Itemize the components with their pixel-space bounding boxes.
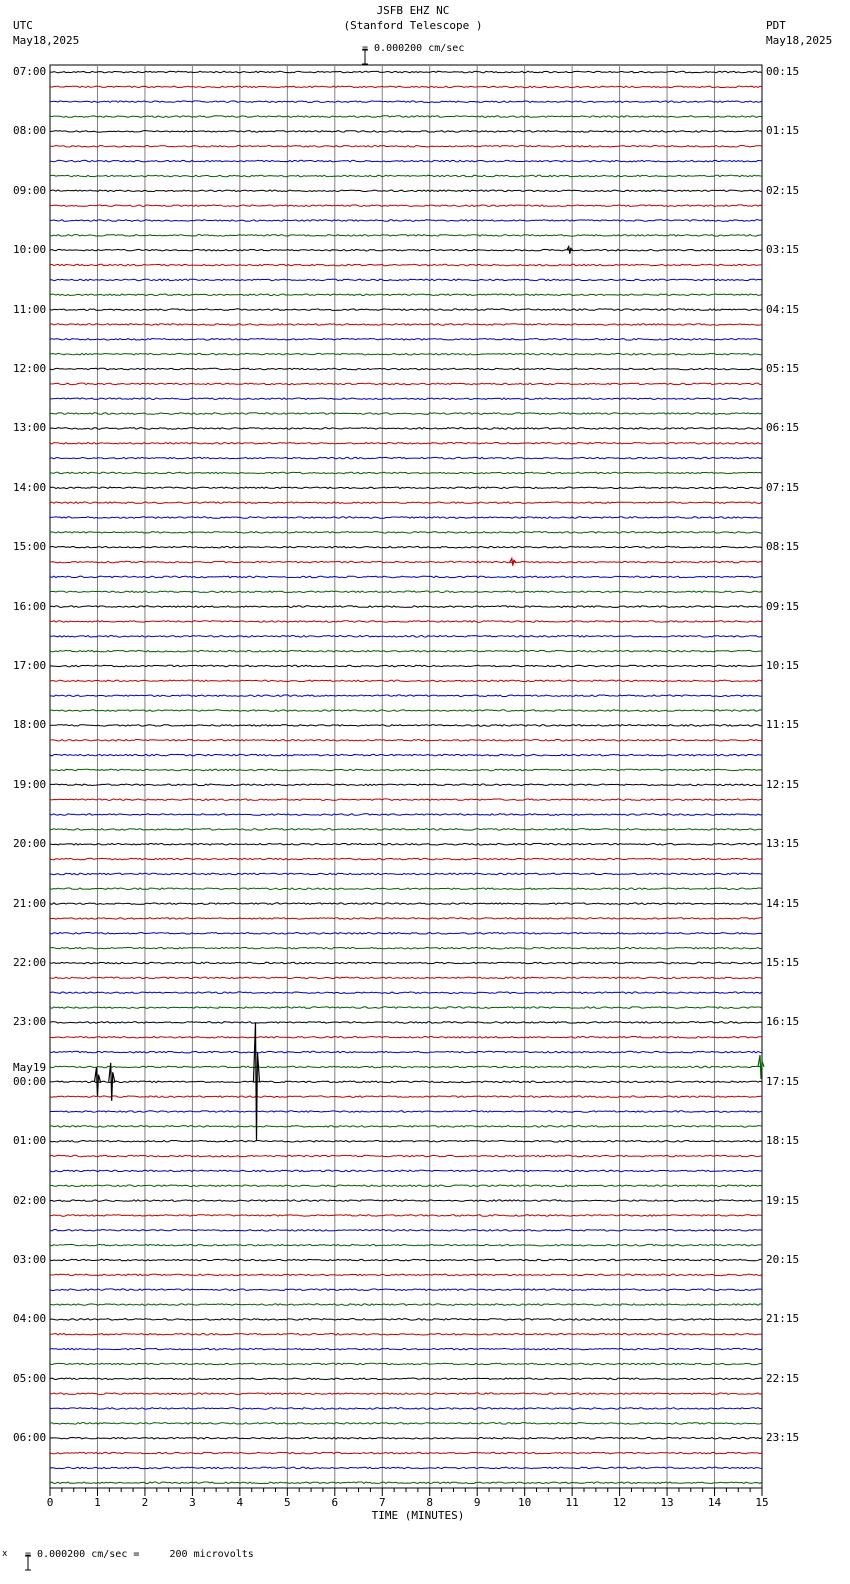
utc-hour-label: 02:00 — [13, 1193, 47, 1207]
trace-46 — [50, 754, 762, 756]
trace-4 — [50, 131, 762, 133]
utc-hour-label: 18:00 — [13, 718, 47, 732]
utc-hour-label: 03:00 — [13, 1253, 47, 1266]
pdt-hour-label: 21:15 — [766, 1312, 800, 1326]
trace-30 — [50, 517, 762, 519]
trace-65 — [50, 1037, 762, 1039]
pdt-hour-label: 16:15 — [766, 1015, 800, 1029]
pdt-hour-label: 10:15 — [766, 659, 800, 672]
pdt-hour-label: 04:15 — [766, 302, 800, 316]
trace-64 — [50, 1022, 762, 1024]
trace-82 — [50, 1289, 762, 1291]
trace-84 — [50, 1319, 762, 1321]
pdt-hour-label: 09:15 — [766, 599, 800, 613]
trace-60 — [50, 962, 762, 964]
pdt-hour-label: 00:15 — [766, 65, 800, 78]
trace-91 — [50, 1423, 762, 1425]
trace-85 — [50, 1334, 762, 1336]
x-tick-label: 11 — [565, 1496, 579, 1509]
trace-23 — [50, 413, 762, 415]
trace-24 — [50, 428, 762, 430]
left-date-label: May18,2025 — [13, 34, 80, 47]
pdt-hour-label: 23:15 — [766, 1431, 800, 1445]
trace-7 — [50, 175, 762, 177]
utc-hour-label: 05:00 — [13, 1371, 47, 1385]
trace-29 — [50, 502, 762, 504]
trace-50 — [50, 814, 762, 816]
trace-55 — [50, 888, 762, 890]
trace-73 — [50, 1155, 762, 1157]
pdt-hour-label: 06:15 — [766, 421, 800, 435]
utc-hour-label: 04:00 — [13, 1312, 47, 1326]
utc-hour-label: 20:00 — [13, 837, 47, 851]
trace-92 — [50, 1437, 762, 1439]
x-tick-label: 15 — [755, 1496, 769, 1509]
x-tick-label: 9 — [473, 1496, 481, 1509]
trace-13 — [50, 264, 762, 266]
trace-0 — [50, 71, 762, 73]
utc-hour-label: 11:00 — [13, 302, 47, 316]
trace-89 — [50, 1393, 762, 1395]
trace-45 — [50, 740, 762, 742]
trace-33 — [50, 561, 762, 563]
trace-21 — [50, 383, 762, 385]
trace-77 — [50, 1215, 762, 1217]
trace-74 — [50, 1170, 762, 1172]
trace-17 — [50, 324, 762, 326]
trace-9 — [50, 205, 762, 207]
trace-53 — [50, 858, 762, 860]
trace-66 — [50, 1051, 762, 1053]
trace-41 — [50, 680, 762, 682]
pdt-hour-label: 18:15 — [766, 1134, 800, 1148]
scale-label: = 0.000200 cm/sec — [362, 43, 465, 54]
utc-hour-label: 00:00 — [13, 1074, 47, 1088]
trace-11 — [50, 235, 762, 237]
date-change-label: May19 — [13, 1060, 47, 1074]
trace-18 — [50, 339, 762, 341]
trace-80 — [50, 1259, 762, 1261]
utc-hour-label: 19:00 — [13, 777, 47, 791]
trace-70 — [50, 1111, 762, 1113]
trace-32 — [50, 546, 762, 548]
x-tick-label: 4 — [236, 1496, 244, 1509]
pdt-hour-label: 05:15 — [766, 362, 800, 375]
pdt-hour-label: 19:15 — [766, 1193, 800, 1207]
x-axis-title: TIME (MINUTES) — [371, 1509, 465, 1522]
x-tick-label: 14 — [707, 1496, 722, 1509]
trace-87 — [50, 1363, 762, 1365]
trace-52 — [50, 843, 762, 845]
trace-95 — [50, 1482, 762, 1484]
trace-68 — [50, 1081, 762, 1083]
trace-58 — [50, 933, 762, 935]
trace-40 — [50, 665, 762, 667]
pdt-hour-label: 03:15 — [766, 243, 800, 257]
right-date-label: May18,2025 — [766, 34, 833, 47]
trace-26 — [50, 457, 762, 459]
pdt-hour-label: 15:15 — [766, 956, 800, 969]
utc-hour-label: 08:00 — [13, 124, 47, 138]
pdt-hour-label: 17:15 — [766, 1074, 800, 1088]
pdt-hour-label: 11:15 — [766, 718, 800, 732]
trace-49 — [50, 799, 762, 801]
pdt-hour-label: 12:15 — [766, 777, 800, 791]
utc-hour-label: 23:00 — [13, 1015, 47, 1029]
trace-54 — [50, 873, 762, 875]
x-axis — [47, 1488, 769, 1509]
trace-6 — [50, 160, 762, 162]
trace-83 — [50, 1304, 762, 1306]
trace-56 — [50, 903, 762, 905]
trace-75 — [50, 1185, 762, 1187]
trace-78 — [50, 1230, 762, 1232]
trace-34 — [50, 576, 762, 578]
trace-48 — [50, 784, 762, 786]
trace-1 — [50, 86, 762, 88]
trace-8 — [50, 190, 762, 192]
footer-marker: x — [2, 1549, 8, 1559]
trace-94 — [50, 1467, 762, 1469]
trace-12 — [50, 249, 762, 251]
pdt-hour-label: 20:15 — [766, 1253, 800, 1266]
trace-2 — [50, 101, 762, 103]
trace-20 — [50, 368, 762, 370]
utc-hour-label: 10:00 — [13, 243, 47, 257]
trace-28 — [50, 487, 762, 489]
trace-15 — [50, 294, 762, 296]
x-tick-label: 7 — [378, 1496, 386, 1509]
trace-71 — [50, 1126, 762, 1128]
trace-39 — [50, 650, 762, 652]
utc-hour-label: 16:00 — [13, 599, 47, 613]
utc-hour-label: 17:00 — [13, 659, 47, 672]
trace-57 — [50, 918, 762, 920]
trace-93 — [50, 1452, 762, 1454]
trace-88 — [50, 1378, 762, 1380]
trace-63 — [50, 1007, 762, 1009]
trace-90 — [50, 1408, 762, 1410]
trace-5 — [50, 146, 762, 148]
pdt-hour-label: 22:15 — [766, 1371, 800, 1385]
pdt-hour-label: 13:15 — [766, 837, 800, 851]
trace-86 — [50, 1348, 762, 1350]
x-tick-label: 8 — [426, 1496, 434, 1509]
trace-69 — [50, 1096, 762, 1098]
trace-81 — [50, 1274, 762, 1276]
trace-22 — [50, 398, 762, 400]
utc-hour-label: 01:00 — [13, 1134, 47, 1148]
trace-35 — [50, 591, 762, 593]
pdt-hour-label: 07:15 — [766, 480, 800, 494]
x-tick-label: 0 — [46, 1496, 54, 1509]
trace-19 — [50, 353, 762, 355]
minute-gridlines — [97, 65, 714, 1488]
trace-3 — [50, 116, 762, 118]
trace-43 — [50, 710, 762, 712]
utc-hour-label: 09:00 — [13, 183, 47, 197]
x-tick-label: 6 — [331, 1496, 339, 1509]
station-title: JSFB EHZ NC — [376, 4, 450, 17]
trace-38 — [50, 636, 762, 638]
utc-hour-label: 07:00 — [13, 65, 47, 78]
pdt-hour-label: 14:15 — [766, 896, 800, 910]
trace-27 — [50, 472, 762, 474]
x-tick-label: 12 — [612, 1496, 627, 1509]
left-timezone-label: UTC — [13, 19, 33, 32]
trace-14 — [50, 279, 762, 281]
utc-hour-label: 22:00 — [13, 956, 47, 969]
utc-hour-label: 15:00 — [13, 540, 47, 554]
trace-47 — [50, 769, 762, 771]
x-tick-label: 5 — [284, 1496, 291, 1509]
trace-44 — [50, 725, 762, 727]
trace-61 — [50, 977, 762, 979]
trace-36 — [50, 606, 762, 608]
trace-72 — [50, 1140, 762, 1142]
utc-hour-label: 21:00 — [13, 896, 47, 910]
utc-hour-label: 12:00 — [13, 362, 47, 375]
trace-37 — [50, 621, 762, 623]
x-tick-label: 2 — [141, 1496, 149, 1509]
footer-scale-icon — [11, 1543, 19, 1559]
trace-76 — [50, 1200, 762, 1202]
trace-51 — [50, 829, 762, 831]
utc-hour-label: 14:00 — [13, 480, 47, 494]
trace-59 — [50, 947, 762, 949]
trace-62 — [50, 992, 762, 994]
event-spike-2 — [758, 1055, 764, 1079]
right-timezone-label: PDT — [766, 19, 786, 32]
pdt-hour-label: 02:15 — [766, 183, 800, 197]
pdt-hour-label: 08:15 — [766, 540, 800, 554]
trace-79 — [50, 1244, 762, 1246]
utc-hour-label: 13:00 — [13, 421, 47, 435]
x-tick-label: 1 — [94, 1496, 101, 1509]
trace-16 — [50, 309, 762, 311]
trace-10 — [50, 220, 762, 222]
utc-hour-label: 06:00 — [13, 1431, 47, 1445]
trace-25 — [50, 443, 762, 445]
x-tick-label: 10 — [518, 1496, 532, 1509]
trace-group — [50, 71, 762, 1483]
x-tick-label: 13 — [660, 1496, 674, 1509]
trace-42 — [50, 695, 762, 697]
station-subtitle: (Stanford Telescope ) — [343, 19, 483, 32]
x-tick-label: 3 — [189, 1496, 196, 1509]
trace-67 — [50, 1066, 762, 1068]
trace-31 — [50, 532, 762, 534]
pdt-hour-label: 01:15 — [766, 124, 800, 138]
footer-scale-note: = 0.000200 cm/sec = 200 microvolts — [25, 1549, 254, 1560]
